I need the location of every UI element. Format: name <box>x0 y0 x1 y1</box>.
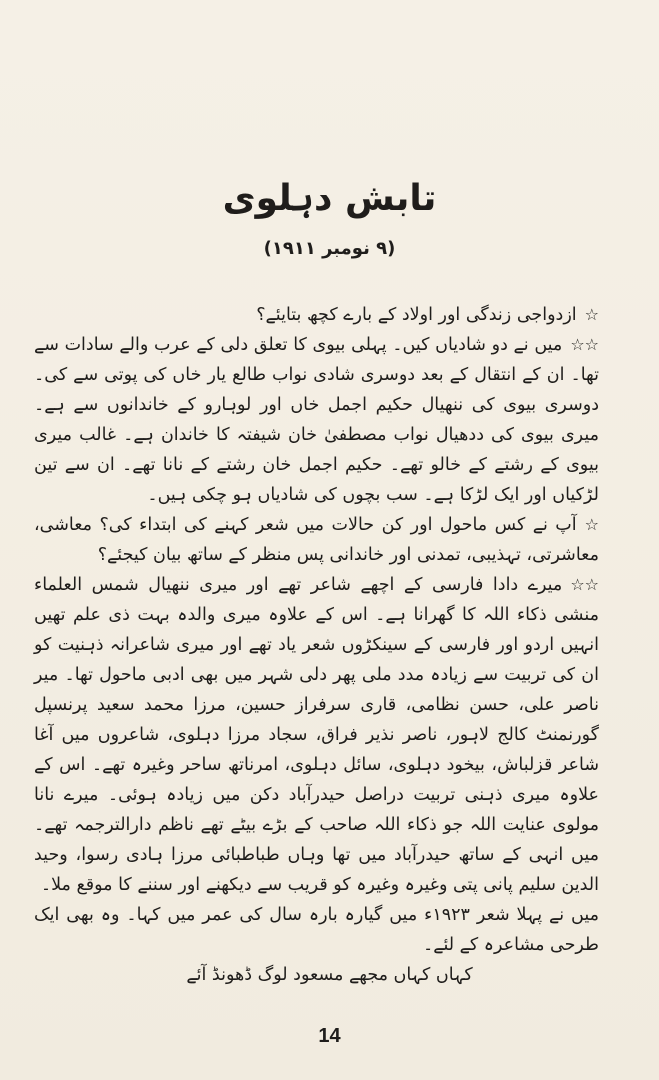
paragraph-answer-2 <box>34 570 599 900</box>
double-star-marker: ☆☆ <box>570 335 599 354</box>
page-title: تابش دہلوی <box>222 178 437 219</box>
birth-date: (۹ نومبر ۱۹۱۱) <box>263 238 396 259</box>
star-marker: ☆ <box>584 515 599 534</box>
paragraph-text: میرے دادا فارسی کے اچھے شاعر تھے اور میری ننھیال شمس العلماء منشی ذکاء اللہ کا گھرانا ہے۔ اس کے علاوہ میری والدہ بہت ذی علم تھیں انہیں اردو اور فارسی کے سینکڑوں شعر یاد تھے اور میری شاعرانہ ذہنیت کو ان کی تربیت سے زیادہ مدد ملی پھر دلی شہر میں بھی ادبی ماحول تھا۔ میر ناصر علی، حسن نظامی، قاری سرفراز حسین، مرزا محمد سعید پرنسپل گورنمنٹ کالج لاہور، ناصر نذیر فراق، سجاد مرزا دہلوی، شاعروں میں آغا شاعر قزلباش، بیخود دہلوی، سائل دہلوی، امرناتھ ساحر وغیرہ تھے۔ اس کے علاوہ میری ذہنی تربیت دراصل حیدرآباد دکن میں زیادہ ہوئی۔ میرے نانا مولوی عنایت اللہ جو ذکاء اللہ صاحب کے بڑے بیٹے تھے ناظم دارالترجمہ تھے۔ میں انہی کے ساتھ حیدرآباد میں تھا وہاں طباطبائی مرزا ہادی رسوا، وحید الدین سلیم پانی پتی وغیرہ وغیرہ کو قریب سے دیکھنے اور سننے کا موقع ملا۔ <box>34 575 599 895</box>
paragraph-answer-1 <box>34 330 599 510</box>
paragraph-continuation <box>34 900 599 960</box>
paragraph-question-1 <box>34 300 599 330</box>
paragraph-text: میں نے دو شادیاں کیں۔ پہلی بیوی کا تعلق دلی کے عرب والے سادات سے تھا۔ ان کے انتقال کے بعد دوسری شادی نواب طالع یار خاں کی پوتی سے کی۔ دوسری بیوی کی ننھیال حکیم اجمل خاں اور لوہارو کے خاندانوں سے ہے۔ میری بیوی کی ددھیال نواب مصطفیٰ خان شیفتہ کا خاندان ہے۔ غالب میری بیوی کے رشتے کے خالو تھے۔ حکیم اجمل خان رشتے کے نانا تھے۔ ان سے تین لڑکیاں اور ایک لڑکا ہے۔ سب بچوں کی شادیاں ہو چکی ہیں۔ <box>34 335 599 505</box>
interview-body <box>34 300 599 960</box>
star-marker: ☆ <box>584 305 599 324</box>
paragraph-text: میں نے پہلا شعر ۱۹۲۳ء میں گیارہ بارہ سال کی عمر میں کہا۔ وہ بھی ایک طرحی مشاعرہ کے لئے۔ <box>34 905 599 955</box>
paragraph-question-2 <box>34 510 599 570</box>
verse-line: کہاں کہاں مجھے مسعود لوگ ڈھونڈ آئے <box>186 965 473 985</box>
page-number: 14 <box>318 1025 341 1047</box>
double-star-marker: ☆☆ <box>570 575 599 594</box>
paragraph-text: ازدواجی زندگی اور اولاد کے بارے کچھ بتایئے؟ <box>256 305 577 325</box>
paragraph-text: آپ نے کس ماحول اور کن حالات میں شعر کہنے کی ابتداء کی؟ معاشی، معاشرتی، تہذیبی، تمدنی اور خاندانی پس منظر کے ساتھ بیان کیجئے؟ <box>34 515 599 565</box>
